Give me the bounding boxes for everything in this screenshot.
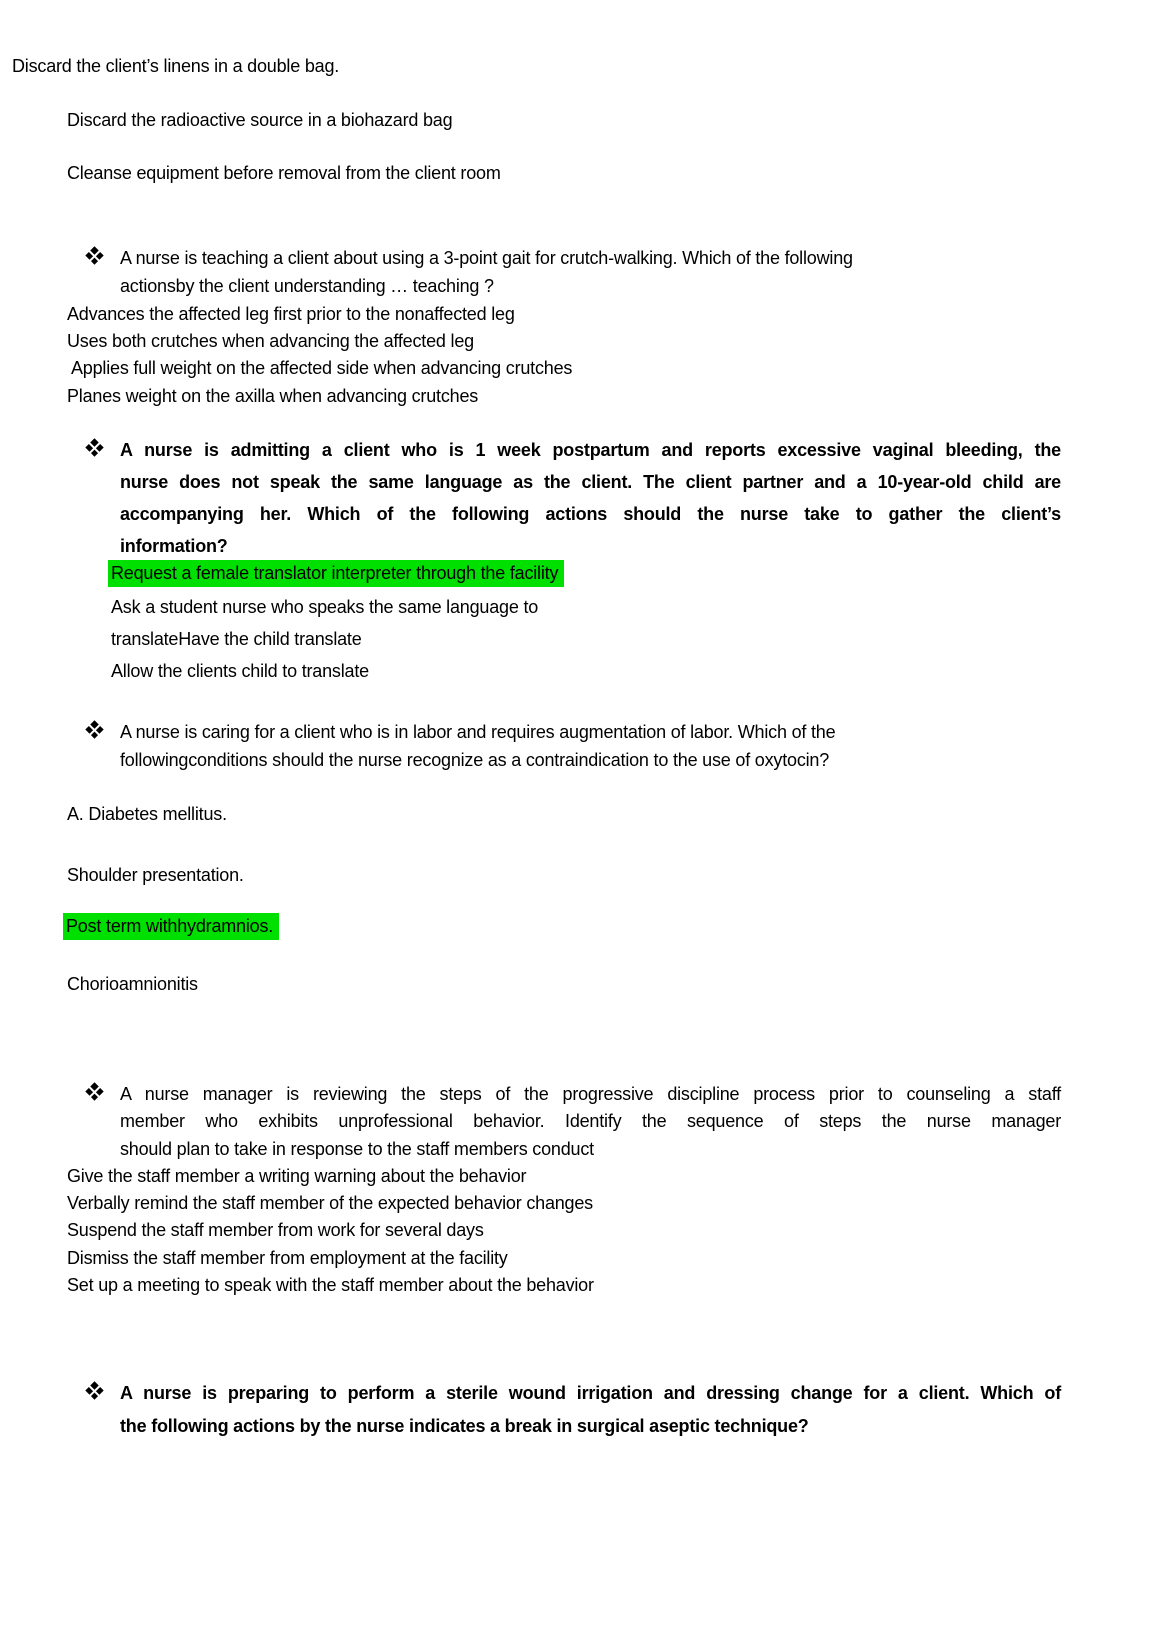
q1-answer-3: Applies full weight on the affected side when advancing crutches — [71, 358, 573, 378]
q5-question-line-2: the following actions by the nurse indicates a break in surgical aseptic technique? — [120, 1416, 809, 1436]
bullet-icon — [85, 246, 103, 264]
bullet-icon — [85, 1082, 103, 1100]
q3-answer-4: Chorioamnionitis — [67, 974, 198, 994]
intro-line-2: Discard the radioactive source in a biohazard bag — [67, 110, 453, 130]
q4-answer-3: Suspend the staff member from work for several days — [67, 1220, 484, 1240]
intro-line-3: Cleanse equipment before removal from the client room — [67, 163, 501, 183]
q4-answer-1: Give the staff member a writing warning about the behavior — [67, 1166, 527, 1186]
q2-answer-3: translateHave the child translate — [111, 629, 362, 649]
q4-question-line-3: should plan to take in response to the staff members conduct — [120, 1139, 594, 1159]
q2-answer-4: Allow the clients child to translate — [111, 661, 369, 681]
q2-question-line-4: information? — [120, 536, 228, 556]
q3-answer-1: A. Diabetes mellitus. — [67, 804, 227, 824]
bullet-icon — [85, 1381, 103, 1399]
bullet-icon — [85, 720, 103, 738]
q3-question-line-1: A nurse is caring for a client who is in labor and requires augmentation of labor. Which of the — [120, 722, 836, 742]
bullet-icon — [85, 438, 103, 456]
q3-answer-3 — [63, 913, 279, 939]
highlighted-answer: Request a female translator interpreter through the facility — [108, 560, 564, 587]
q3-answer-2: Shoulder presentation. — [67, 865, 244, 885]
q3-question-line-2: followingconditions should the nurse recognize as a contraindication to the use of oxytocin? — [120, 750, 830, 770]
q4-answer-5: Set up a meeting to speak with the staff member about the behavior — [67, 1275, 594, 1295]
q1-question-line-2: actionsby the client understanding … teaching ? — [120, 276, 494, 296]
q1-question-line-1: A nurse is teaching a client about using a 3-point gait for crutch-walking. Which of the following — [120, 248, 853, 268]
q4-question-line-2: member who exhibits unprofessional behavior. Identify the sequence of steps the nurse manager — [120, 1111, 1061, 1131]
q2-answer-1 — [108, 560, 564, 586]
q2-question-line-3: accompanying her. Which of the following actions should the nurse take to gather the client’s — [120, 504, 1061, 524]
q2-question-line-1: A nurse is admitting a client who is 1 week postpartum and reports excessive vaginal bleeding, the — [120, 440, 1061, 460]
q2-question-line-2: nurse does not speak the same language as the client. The client partner and a 10-year-old child are — [120, 472, 1061, 492]
q4-question-line-1: A nurse manager is reviewing the steps of the progressive discipline process prior to counseling a staff — [120, 1084, 1061, 1104]
q1-answer-4: Planes weight on the axilla when advancing crutches — [67, 386, 479, 406]
q5-question-line-1: A nurse is preparing to perform a sterile wound irrigation and dressing change for a client. Which of — [120, 1383, 1061, 1403]
q1-answer-2: Uses both crutches when advancing the affected leg — [67, 331, 474, 351]
q4-answer-4: Dismiss the staff member from employment at the facility — [67, 1248, 508, 1268]
q1-answer-1: Advances the affected leg first prior to the nonaffected leg — [67, 304, 515, 324]
intro-line-1: Discard the client’s linens in a double bag. — [12, 56, 340, 76]
q4-answer-2: Verbally remind the staff member of the expected behavior changes — [67, 1193, 593, 1213]
highlighted-answer: Post term withhydramnios. — [63, 913, 279, 940]
q2-answer-2: Ask a student nurse who speaks the same language to — [111, 597, 539, 617]
